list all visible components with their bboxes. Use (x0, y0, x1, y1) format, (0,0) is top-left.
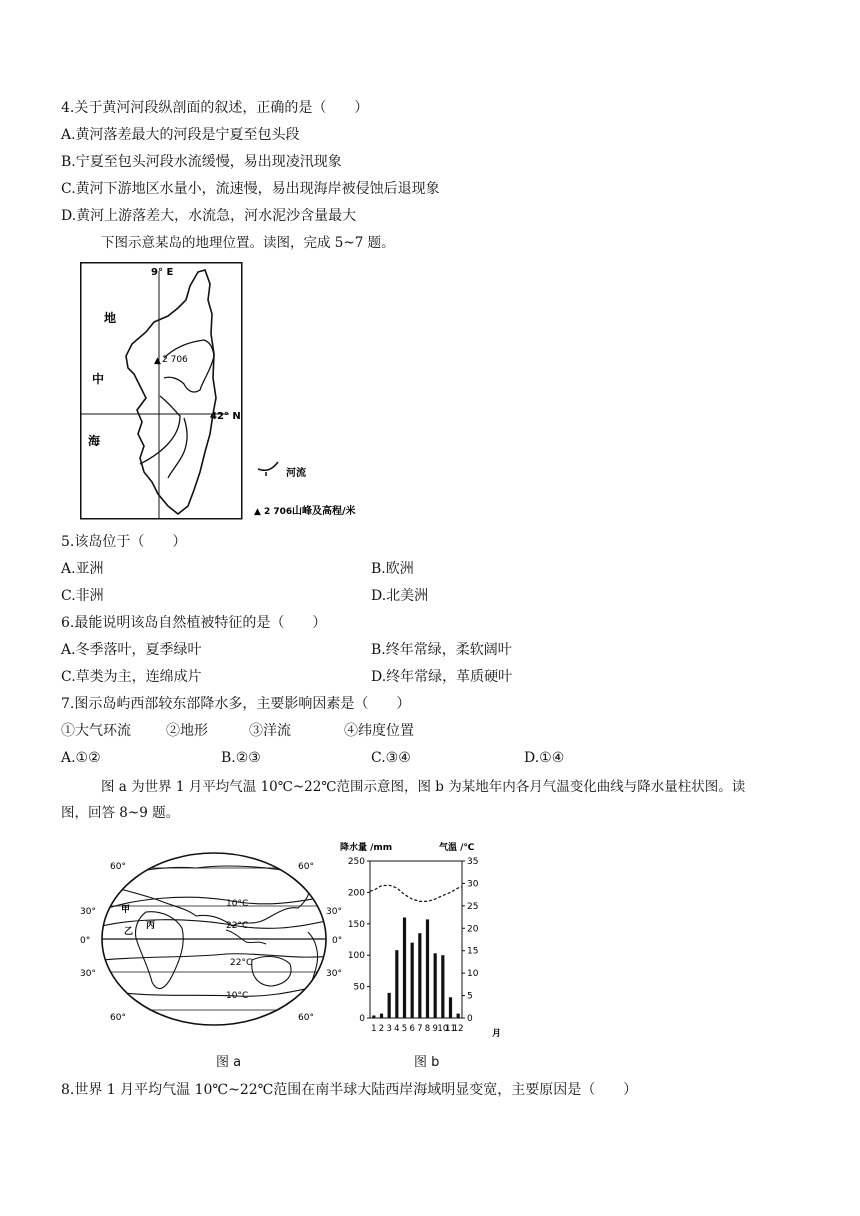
island-map-frame (81, 263, 242, 519)
place-label-bing: 丙 (146, 921, 156, 931)
precip-bar-8 (426, 919, 429, 1018)
lat-right-0: 0° (332, 936, 343, 946)
month-label: 5 (401, 1024, 408, 1034)
place-label-yi: 乙 (124, 927, 134, 937)
temp-tick-label: 5 (467, 991, 473, 1002)
lat-left-60n: 60° (110, 862, 126, 872)
continent-seasia-outline (226, 930, 266, 944)
q7-option-c: C.③④ (371, 750, 411, 766)
month-label: 7 (417, 1024, 423, 1034)
month-label: 4 (394, 1024, 400, 1034)
precip-bar-2 (380, 1014, 383, 1018)
iso-label-10c-south: 10°C (226, 991, 249, 1001)
q6-option-c: C.草类为主，连绵成片 (61, 669, 202, 685)
iso-label-22c-north: 22°C (226, 921, 249, 931)
precip-tick-label: 50 (353, 982, 365, 993)
q7-factor-2: ②地形 (166, 723, 208, 739)
q6-stem: 6.最能说明该岛自然植被特征的是（ ） (61, 615, 327, 631)
temp-tick-label: 0 (467, 1014, 473, 1024)
river-2 (140, 396, 180, 464)
lat-left-30s: 30° (80, 969, 96, 979)
intro-8-9-line2: 图，回答 8~9 题。 (61, 805, 180, 821)
meridian-label: 9° E (151, 267, 174, 278)
precip-bar-6 (411, 943, 414, 1018)
x-axis-unit: 月 (492, 1029, 502, 1039)
isotherm-22c-south (102, 954, 330, 960)
precip-tick-label: 0 (359, 1014, 365, 1024)
precip-bar-7 (418, 933, 421, 1018)
q7-factor-3: ③洋流 (249, 723, 291, 739)
iso-label-10c-north: 10°C (226, 899, 249, 909)
month-label: 8 (424, 1024, 431, 1034)
lat-left-30n: 30° (80, 907, 96, 917)
q6-option-a: A.冬季落叶，夏季绿叶 (61, 642, 202, 658)
isotherm-10c-south (102, 984, 330, 996)
precip-tick-label: 200 (347, 888, 365, 899)
month-label: 12 (452, 1024, 464, 1034)
precip-bar-4 (395, 950, 398, 1018)
precip-tick-label: 150 (347, 919, 365, 930)
q4-option-b: B.宁夏至包头河段水流缓慢，易出现凌汛现象 (61, 154, 342, 170)
q7-factor-4: ④纬度位置 (344, 723, 414, 739)
legend-peak-marker: ▲ (254, 507, 261, 517)
island-map (80, 262, 380, 524)
lat-right-30s: 30° (326, 969, 342, 979)
q5-option-d: D.北美洲 (371, 588, 429, 604)
fig-b-caption: 图 b (414, 1055, 440, 1070)
parallel-label: 42° N (210, 411, 241, 422)
sea-char-1: 地 (104, 311, 117, 325)
month-label: 1 (371, 1024, 377, 1034)
river-1 (164, 340, 214, 392)
continent-australia-outline (252, 957, 291, 986)
fig-a-caption: 图 a (216, 1055, 242, 1070)
q8-stem: 8.世界 1 月平均气温 10℃~22℃范围在南半球大陆西岸海域明显变宽，主要原因是（ ） (61, 1082, 638, 1098)
month-label: 11 (445, 1024, 456, 1034)
sea-char-2: 中 (92, 372, 105, 386)
peak-marker: ▲ (154, 356, 161, 366)
temp-tick-label: 35 (467, 857, 479, 867)
peak-elevation: 2 706 (162, 355, 188, 365)
month-label: 3 (386, 1024, 392, 1034)
q4-stem: 4.关于黄河河段纵剖面的叙述，正确的是（ ） (61, 100, 369, 116)
lat-right-60s: 60° (298, 1013, 314, 1023)
q6-option-d: D.终年常绿，革质硬叶 (371, 669, 513, 685)
precip-tick-label: 250 (347, 857, 365, 867)
precip-bar-10 (441, 955, 444, 1018)
intro-8-9-line1: 图 a 为世界 1 月平均气温 10℃~22℃范围示意图，图 b 为某地年内各月气温变化曲线与降水量柱状图。读 (101, 779, 746, 795)
temp-tick-label: 10 (467, 969, 479, 980)
lat-left-60s: 60° (110, 1013, 126, 1023)
temp-tick-label: 30 (467, 879, 479, 890)
continent-africa-outline (135, 912, 183, 989)
plot-frame (370, 861, 462, 1018)
lat-right-60n: 60° (298, 862, 314, 872)
sea-char-3: 海 (88, 434, 101, 448)
month-label: 2 (378, 1024, 385, 1034)
q4-option-d: D.黄河上游落差大，水流急，河水泥沙含量最大 (61, 208, 357, 224)
temp-axis-title: 气温 /℃ (439, 843, 475, 853)
island-outline (126, 270, 216, 514)
precip-bar-11 (449, 997, 452, 1018)
legend-peak-label: 山峰及高程/米 (292, 506, 356, 517)
precip-bar-5 (403, 918, 406, 1018)
river-3 (168, 418, 187, 478)
q5-option-b: B.欧洲 (371, 561, 414, 577)
world-map (76, 848, 352, 1030)
q6-option-b: B.终年常绿，柔软阔叶 (371, 642, 512, 658)
month-label: 6 (409, 1024, 415, 1034)
q4-option-a: A.黄河落差最大的河段是宁夏至包头段 (61, 127, 300, 143)
precip-bar-12 (457, 1014, 460, 1018)
q7-stem: 7.图示岛屿西部较东部降水多，主要影响因素是（ ） (61, 696, 411, 712)
legend-river-symbol (258, 462, 278, 476)
iso-label-22c-south: 22°C (230, 958, 253, 968)
month-label: 9 (432, 1024, 438, 1034)
temp-curve (370, 885, 462, 901)
precip-axis-title: 降水量 /mm (340, 843, 393, 853)
q5-option-c: C.非洲 (61, 588, 104, 604)
q7-option-b: B.②③ (221, 750, 261, 766)
lat-left-0: 0° (80, 936, 91, 946)
legend-river-label: 河流 (286, 468, 306, 479)
q5-option-a: A.亚洲 (61, 561, 104, 577)
intro-5-7: 下图示意某岛的地理位置。读图，完成 5~7 题。 (101, 235, 395, 251)
lat-right-30n: 30° (326, 907, 342, 917)
q7-option-a: A.①② (61, 750, 101, 766)
precip-bar-3 (388, 993, 391, 1018)
precip-bar-9 (434, 953, 437, 1018)
temp-tick-label: 15 (467, 946, 479, 957)
legend-peak-number: 2 706 (264, 507, 293, 517)
q7-factor-1: ①大气环流 (61, 723, 131, 739)
temp-tick-label: 25 (467, 901, 479, 912)
month-label: 10 (437, 1024, 449, 1034)
place-label-jia: 甲 (121, 905, 131, 915)
precip-tick-label: 100 (347, 951, 365, 962)
q5-stem: 5.该岛位于（ ） (61, 534, 187, 550)
temp-tick-label: 20 (467, 924, 479, 935)
q7-option-d: D.①④ (524, 750, 565, 766)
precip-bar-1 (372, 1015, 375, 1018)
continent-eurasia-outline (116, 866, 310, 926)
q4-option-c: C.黄河下游地区水量小，流速慢，易出现海岸被侵蚀后退现象 (61, 181, 440, 197)
climate-chart (334, 836, 504, 1042)
